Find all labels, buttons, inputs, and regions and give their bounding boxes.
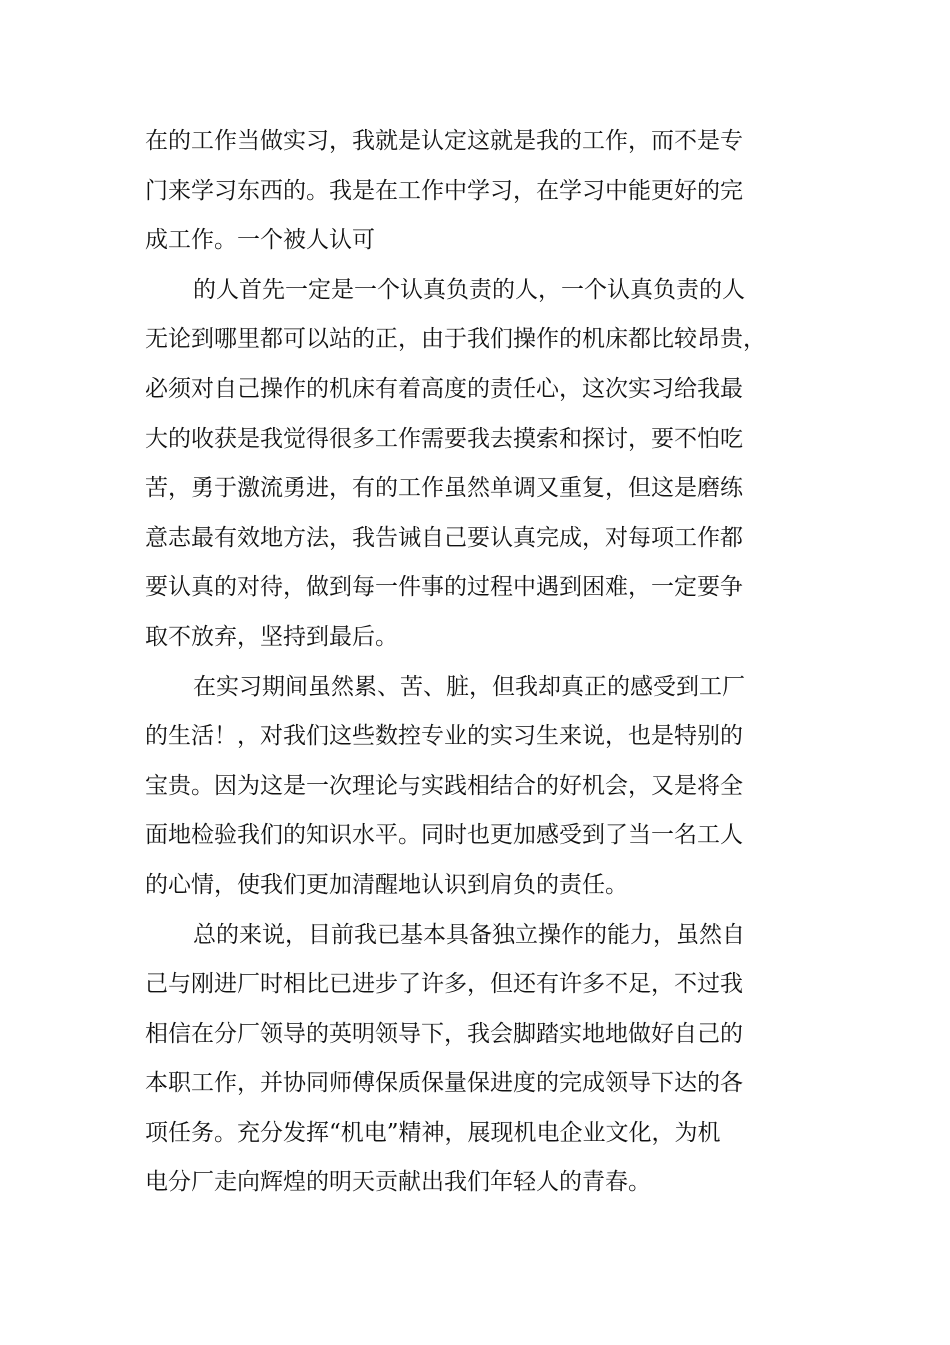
text-line: 项任务。充分发挥“机电”精神，展现机电企业文化，为机 — [145, 1119, 721, 1146]
text-line: 己与刚进厂时相比已进步了许多，但还有许多不足，不过我 — [145, 971, 743, 998]
text-line: 的心情，使我们更加清醒地认识到肩负的责任。 — [145, 871, 628, 898]
text-line: 总的来说，目前我已基本具备独立操作的能力，虽然自 — [193, 921, 745, 948]
text-line: 本职工作，并协同师傅保质保量保进度的完成领导下达的各 — [145, 1070, 743, 1097]
text-line: 在实习期间虽然累、苦、脏，但我却真正的感受到工厂 — [193, 673, 745, 700]
text-line: 必须对自己操作的机床有着高度的责任心，这次实习给我最 — [145, 375, 743, 402]
text-line: 取不放弃，坚持到最后。 — [145, 623, 398, 650]
text-line: 面地检验我们的知识水平。同时也更加感受到了当一名工人 — [145, 822, 743, 849]
paragraph — [145, 911, 755, 1209]
text-line: 要认真的对待，做到每一件事的过程中遇到困难，一定要争 — [145, 574, 743, 601]
text-line: 大的收获是我觉得很多工作需要我去摸索和探讨，要不怕吃 — [145, 425, 743, 452]
text-line: 电分厂走向辉煌的明天贡献出我们年轻人的青春。 — [145, 1169, 651, 1196]
paragraph — [145, 117, 755, 266]
text-line: 的人首先一定是一个认真负责的人，一个认真负责的人 — [193, 276, 745, 303]
document-body — [145, 117, 766, 1208]
text-line: 意志最有效地方法，我告诫自己要认真完成，对每项工作都 — [145, 524, 743, 551]
text-line: 门来学习东西的。我是在工作中学习，在学习中能更好的完 — [145, 177, 743, 204]
text-line: 无论到哪里都可以站的正，由于我们操作的机床都比较昂贵， — [145, 326, 766, 353]
text-line: 相信在分厂领导的英明领导下，我会脚踏实地地做好自己的 — [145, 1020, 743, 1047]
text-line: 成工作。一个被人认可 — [145, 227, 375, 254]
paragraph — [145, 663, 755, 911]
text-line: 在的工作当做实习，我就是认定这就是我的工作，而不是专 — [145, 128, 743, 154]
text-line: 宝贵。因为这是一次理论与实践相结合的好机会，又是将全 — [145, 772, 743, 799]
paragraph — [145, 266, 766, 663]
text-line: 的生活！，对我们这些数控专业的实习生来说，也是特别的 — [145, 723, 743, 750]
text-line: 苦，勇于激流勇进，有的工作虽然单调又重复，但这是磨练 — [145, 475, 743, 502]
